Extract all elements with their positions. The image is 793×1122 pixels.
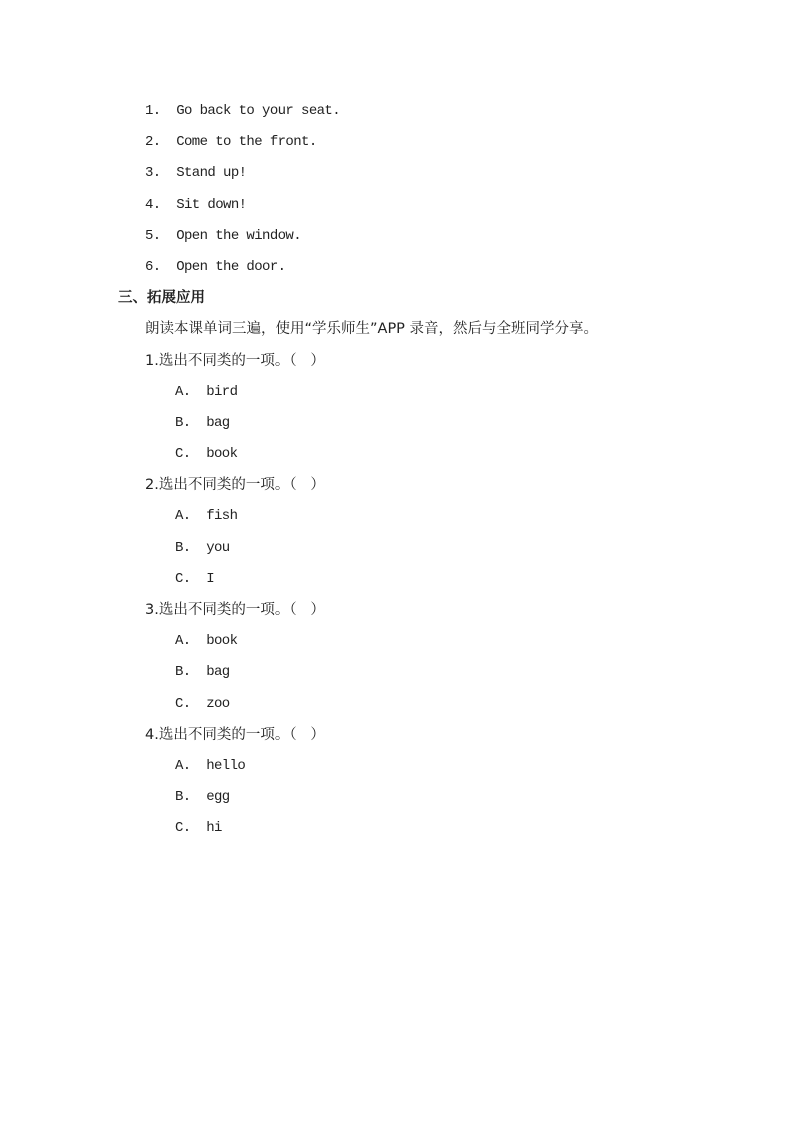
question-3-option-a: A. book	[175, 633, 238, 650]
question-2-prompt: 2.选出不同类的一项。（ ）	[145, 477, 325, 494]
command-sentence-2: 2. Come to the front.	[145, 134, 317, 151]
question-1-option-b: B. bag	[175, 414, 230, 431]
question-1-option-c: C. book	[175, 446, 238, 463]
section-heading: 三、拓展应用	[118, 290, 205, 307]
question-1-option-a: A. bird	[175, 383, 238, 400]
question-4-option-c: C. hi	[175, 820, 222, 837]
question-3-option-c: C. zoo	[175, 695, 230, 712]
command-sentence-6: 6. Open the door.	[145, 258, 286, 275]
section-instruction: 朗读本课单词三遍，使用“学乐师生”APP 录音，然后与全班同学分享。	[145, 321, 599, 338]
worksheet-content	[0, 96, 793, 845]
command-sentence-1: 1. Go back to your seat.	[145, 103, 341, 119]
question-3-prompt: 3.选出不同类的一项。（ ）	[145, 602, 325, 618]
question-3-option-b: B. bag	[175, 664, 230, 681]
question-4-option-a: A. hello	[175, 757, 246, 774]
question-2-option-b: B. you	[175, 539, 230, 556]
question-4-option-b: B. egg	[175, 789, 230, 806]
question-2-option-c: C. I	[175, 570, 215, 587]
question-2-option-a: A. fish	[175, 508, 238, 525]
command-sentence-4: 4. Sit down!	[145, 196, 247, 213]
question-1-prompt: 1.选出不同类的一项。（ ）	[145, 352, 325, 369]
question-4-prompt: 4.选出不同类的一项。（ ）	[145, 726, 325, 743]
command-sentence-3: 3. Stand up!	[145, 165, 247, 182]
command-sentence-5: 5. Open the window.	[145, 227, 302, 244]
